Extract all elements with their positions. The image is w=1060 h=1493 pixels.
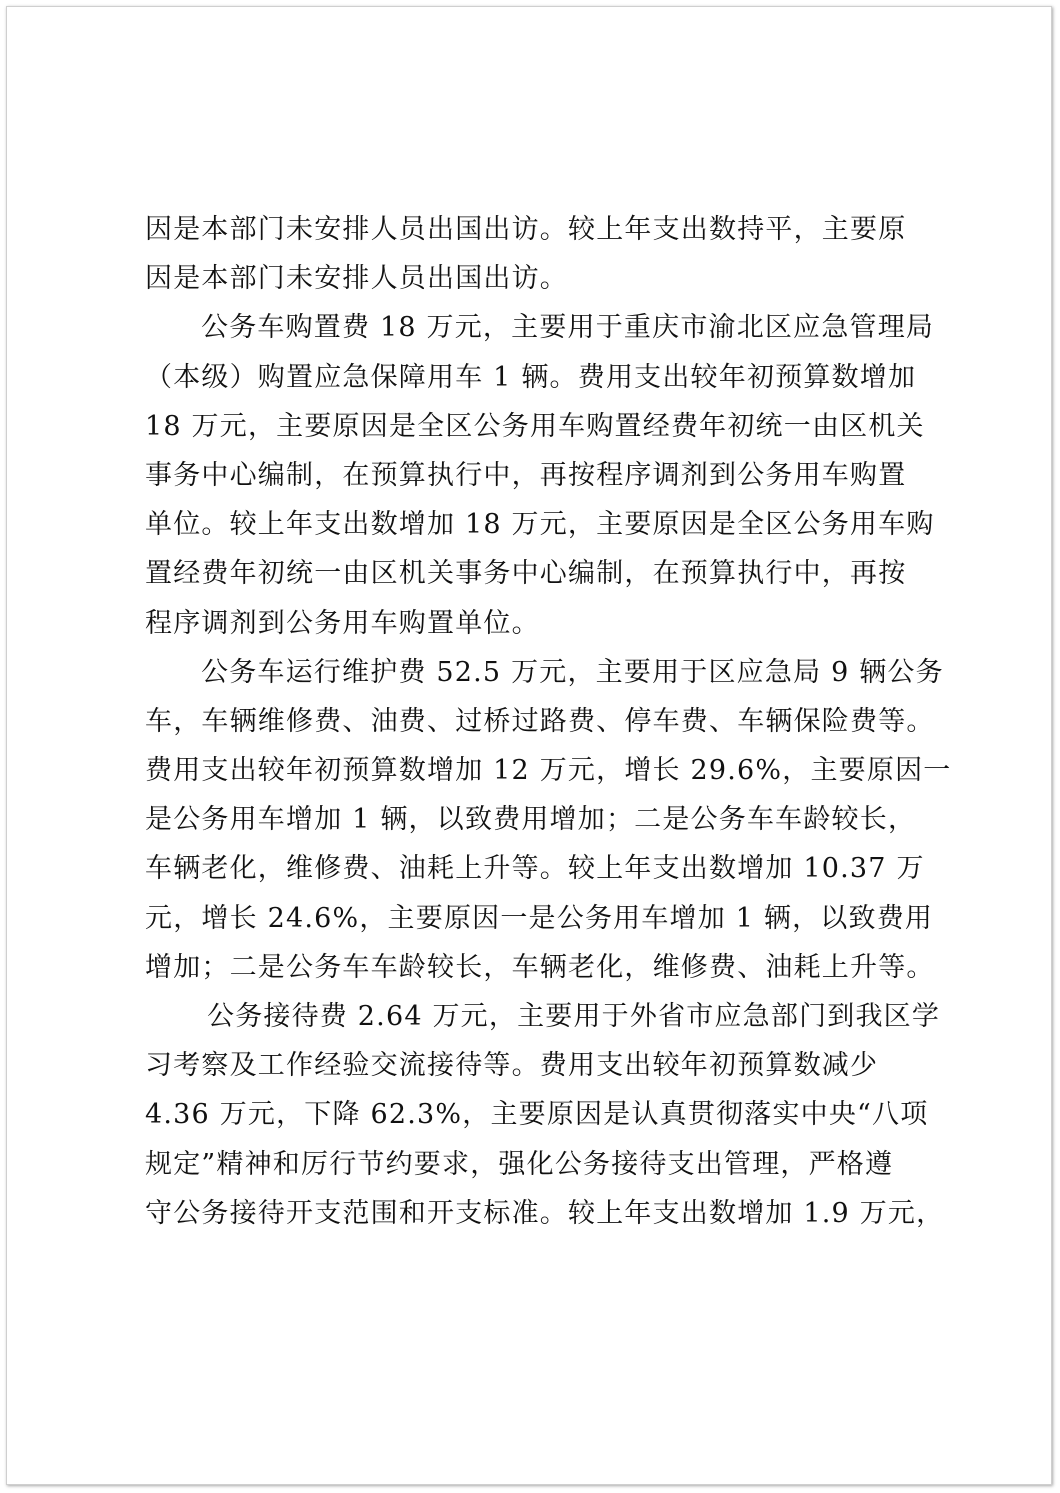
text-line: 事务中心编制，在预算执行中，再按程序调剂到公务用车购置 <box>145 459 907 491</box>
text-line: 习考察及工作经验交流接待等。费用支出较年初预算数减少 <box>145 1050 879 1082</box>
text-line: 规定”精神和厉行节约要求，强化公务接待支出管理，严格遵 <box>145 1148 894 1180</box>
text-line: 因是本部门未安排人员出国出访。 <box>145 263 568 295</box>
text-line: 元，增长 24.6%，主要原因一是公务用车增加 1 辆，以致费用 <box>145 902 934 934</box>
document-body <box>145 205 952 1238</box>
text-line: 因是本部门未安排人员出国出访。较上年支出数持平，主要原 <box>145 214 907 245</box>
text-line: 4.36 万元，下降 62.3%，主要原因是认真贯彻落实中央“八项 <box>145 1099 929 1131</box>
text-line: 守公务接待开支范围和开支标准。较上年支出数增加 1.9 万元， <box>145 1197 945 1229</box>
text-line: 车，车辆维修费、油费、过桥过路费、停车费、车辆保险费等。 <box>145 705 935 737</box>
text-line: 单位。较上年支出数增加 18 万元，主要原因是全区公务用车购 <box>145 509 935 541</box>
text-line: （本级）购置应急保障用车 1 辆。费用支出较年初预算数增加 <box>145 361 917 393</box>
text-line: 车辆老化，维修费、油耗上升等。较上年支出数增加 10.37 万 <box>145 853 925 885</box>
paragraph-first-line: 公务车购置费 18 万元，主要用于重庆市渝北区应急管理局 <box>201 312 935 344</box>
text-line: 是公务用车增加 1 辆，以致费用增加；二是公务车车龄较长， <box>145 804 917 836</box>
text-line: 费用支出较年初预算数增加 12 万元，增长 29.6%，主要原因一 <box>145 755 952 787</box>
text-line: 增加；二是公务车车龄较长，车辆老化，维修费、油耗上升等。 <box>145 951 935 983</box>
text-line: 18 万元，主要原因是全区公务用车购置经费年初统一由区机关 <box>145 410 925 442</box>
text-line: 程序调剂到公务用车购置单位。 <box>145 607 540 639</box>
paragraph-first-line: 公务接待费 2.64 万元，主要用于外省市应急部门到我区学 <box>207 1001 941 1032</box>
text-line: 置经费年初统一由区机关事务中心编制，在预算执行中，再按 <box>145 558 907 590</box>
paragraph-first-line: 公务车运行维护费 52.5 万元，主要用于区应急局 9 辆公务 <box>201 656 944 688</box>
document-page <box>6 6 1052 1485</box>
